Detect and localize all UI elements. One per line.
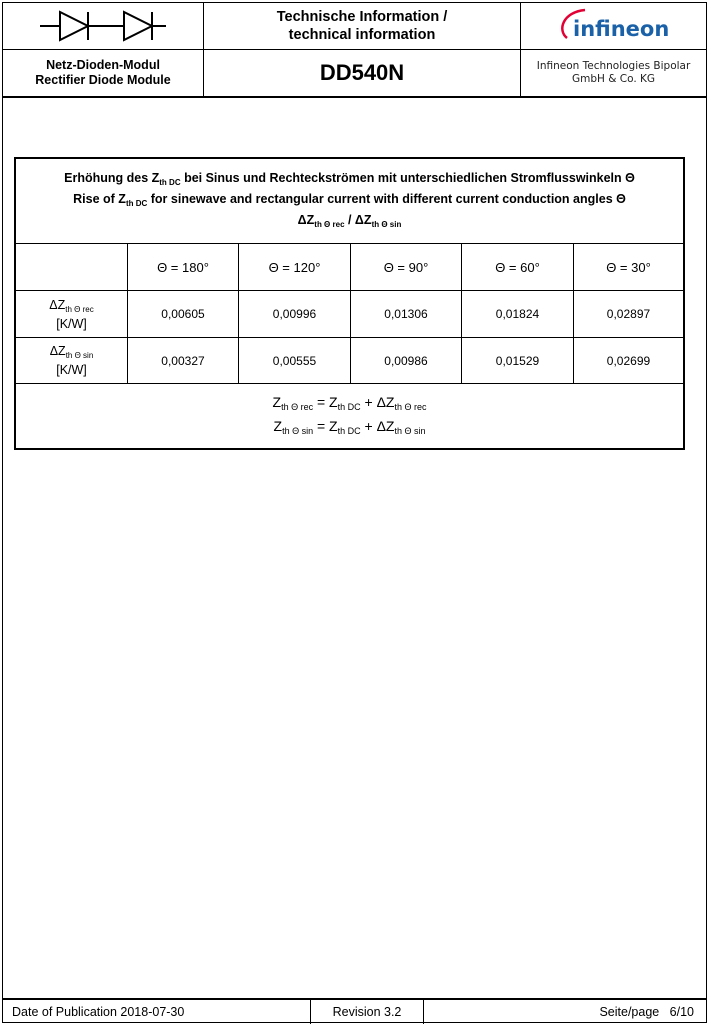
row-label-rec: $\Delta Z_{th \Theta rec}$ [K/W]: [49, 297, 94, 331]
table-cell: 0,02897: [606, 307, 651, 321]
product-en: Rectifier Diode Module: [35, 73, 171, 87]
title-en: technical information: [288, 27, 436, 43]
formula-block: [16, 385, 683, 448]
revision: Revision 3.2: [332, 1004, 402, 1019]
caption-line-en: Rise of $Z_{th DC}$ for sinewave and rectangular current with different current conduction angles Θ: [73, 191, 626, 208]
page-number: Seite/page 6/10: [599, 1004, 694, 1019]
company-line2: GmbH & Co. KG: [571, 73, 656, 85]
company-name: [521, 50, 706, 96]
title-de: Technische Information /: [276, 9, 448, 25]
table-cell: 0,00555: [272, 353, 317, 368]
infineon-logo: [521, 3, 706, 49]
table-caption: [16, 159, 683, 243]
double-diode-symbol-icon: [3, 3, 203, 49]
table-cell: 0,00327: [161, 353, 205, 368]
row-label-sin: $\Delta Z_{th \Theta sin}$ [K/W]: [49, 344, 94, 377]
table-cell: 0,01306: [384, 307, 428, 321]
table-cell: 0,00996: [272, 307, 317, 321]
table-cell: 0,01529: [495, 353, 540, 368]
table-cell: 0,02699: [606, 353, 651, 368]
angle-header: Θ = 180°: [157, 259, 209, 275]
angle-header: Θ = 120°: [268, 259, 321, 275]
publication-date: Date of Publication 2018-07-30: [12, 1004, 185, 1019]
svg-text:infineon: infineon: [572, 17, 669, 41]
table-cell: 0,00605: [161, 307, 205, 321]
angle-header: Θ = 30°: [606, 259, 651, 275]
caption-line-de: Erhöhung des $Z_{th DC}$ bei Sinus und Rechteckströmen mit unterschiedlichen Stromflusswinkeln Θ: [64, 170, 635, 187]
product-type: [3, 50, 203, 96]
angle-header: Θ = 60°: [495, 259, 540, 275]
formula-sin: $Z_{th \Theta sin} = Z_{th DC} + \Delta Z_{th \Theta sin}$: [273, 417, 426, 436]
part-number: DD540N: [319, 60, 405, 85]
page-frame: [2, 2, 707, 1023]
header-bottom-rule: [2, 96, 707, 98]
table-rule-4: [16, 383, 683, 384]
company-line1: Infineon Technologies Bipolar: [536, 60, 691, 72]
document-title: [204, 3, 520, 49]
table-cell: 0,01824: [495, 307, 540, 321]
table-cell: 0,00986: [384, 353, 428, 368]
product-de: Netz-Dioden-Modul: [46, 58, 160, 72]
formula-rec: $Z_{th \Theta rec} = Z_{th DC} + \Delta Z_{th \Theta rec}$: [272, 393, 427, 412]
angle-header: Θ = 90°: [383, 259, 429, 275]
caption-line-symbol: $\Delta Z_{th \Theta rec} / \Delta Z_{th \Theta sin}$: [297, 212, 402, 229]
